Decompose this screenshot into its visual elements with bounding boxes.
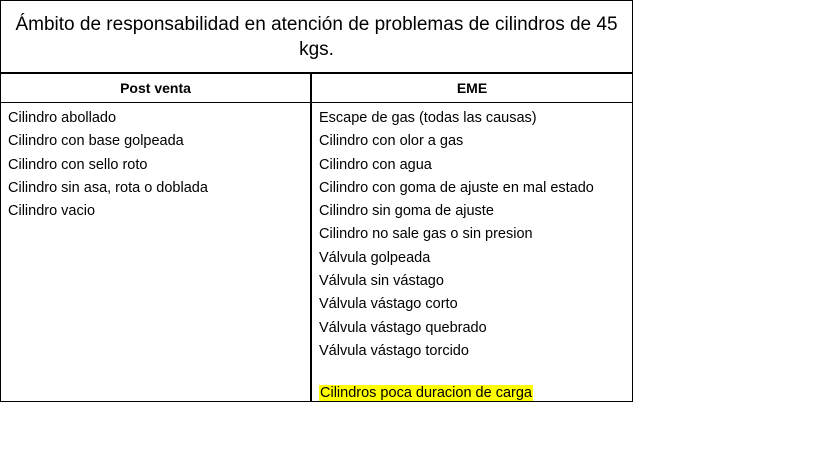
highlighted-item: Cilindros poca duracion de carga: [320, 385, 532, 402]
header-eme: EME: [310, 74, 632, 102]
list-item: Cilindro abollado: [8, 110, 117, 126]
list-item: Válvula golpeada: [319, 249, 431, 266]
list-item: Escape de gas (todas las causas): [319, 110, 537, 126]
header-row: [0, 72, 633, 103]
list-item: Cilindro con agua: [319, 156, 432, 173]
list-item: Cilindro no sale gas o sin presion: [319, 226, 533, 243]
list-item: Cilindro con base golpeada: [8, 133, 184, 150]
list-item: Válvula vástago quebrado: [319, 319, 487, 336]
list-item: Cilindro sin goma de ajuste: [319, 203, 494, 220]
list-item: Válvula sin vástago: [319, 273, 444, 290]
header-post-venta: Post venta: [120, 80, 191, 96]
blank-row: [319, 363, 632, 382]
list-item: Cilindro sin asa, rota o doblada: [8, 179, 208, 196]
list-item: Cilindro con goma de ajuste en mal estado: [319, 179, 594, 196]
list-item: Cilindro con olor a gas: [319, 133, 464, 150]
post-venta-column: [1, 103, 310, 401]
list-item: Cilindro vacio: [8, 203, 96, 220]
table-title: Ámbito de responsabilidad en atención de problemas de cilindros de 45 kgs.: [15, 13, 618, 60]
eme-column: [310, 103, 632, 401]
body-row: [0, 102, 633, 402]
list-item: Válvula vástago corto: [319, 296, 458, 313]
table-title-cell: [0, 0, 633, 73]
list-item: Cilindro con sello roto: [8, 156, 148, 173]
list-item: Válvula vástago torcido: [319, 342, 469, 359]
highlighted-item-row: [319, 382, 632, 405]
